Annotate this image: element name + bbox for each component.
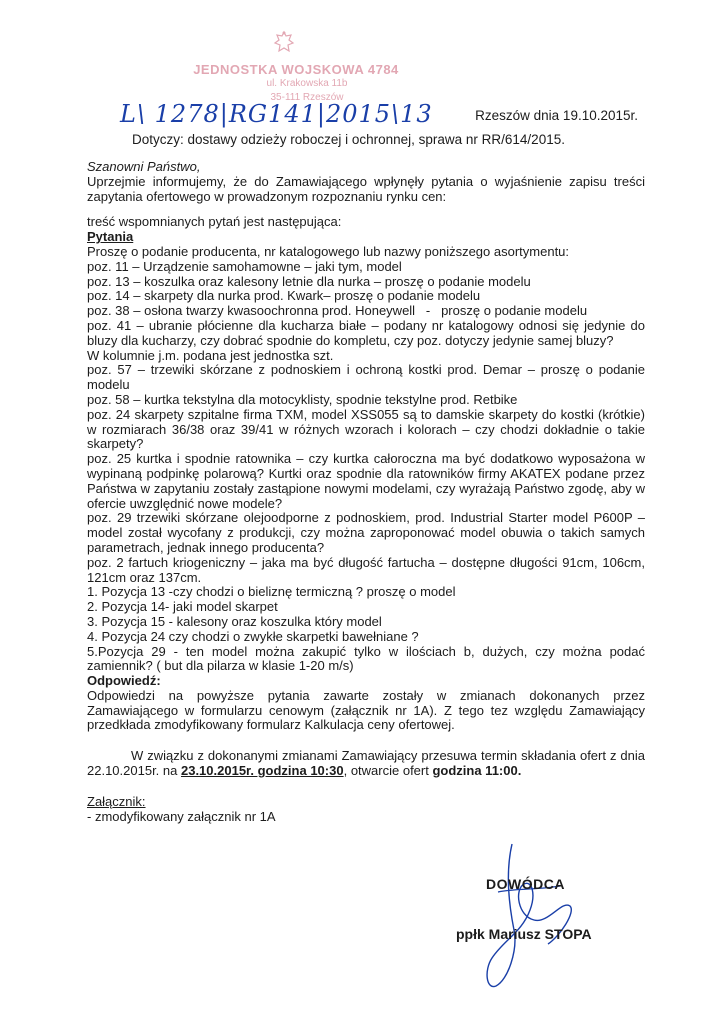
handwritten-signature [478, 840, 588, 990]
answer-heading: Odpowiedź: [87, 673, 161, 689]
salutation: Szanowni Państwo, [87, 159, 201, 174]
deadline-text-a: W związku z dokonanymi zmianami Zamawiający przesuwa termin składania ofert z dnia 22.10.2015r. na [87, 748, 645, 779]
stamp-line-1: JEDNOSTKA WOJSKOWA 4784 [193, 62, 399, 77]
opening-time: godzina 11:00. [432, 763, 522, 779]
question-item: poz. 2 fartuch kriogeniczny – jaka ma być długość fartucha – dostępne długości 91cm, 106cm, 121cm oraz 137cm. [87, 554, 645, 585]
question-item: 1. Pozycja 13 -czy chodzi o bieliznę termiczną ? proszę o model [87, 584, 456, 600]
question-item: Proszę o podanie producenta, nr katalogowego lub nazwy poniższego asortymentu: [87, 243, 570, 259]
question-item: 5.Pozycja 29 - ten model można zakupić tylko w ilościach b, dużych, czy można podać zamiennik? ( but dla pilarza w klasie 1-20 m/s) [87, 643, 645, 674]
attachment-item: - zmodyfikowany załącznik nr 1A [87, 808, 276, 824]
deadline-paragraph [87, 749, 645, 779]
letter-body [87, 160, 645, 824]
question-item: poz. 41 – ubranie płócienne dla kucharza białe – podany nr katalogowy odnosi się jedynie do bluzy dla kucharzy, czy dobrać spodnie do kompletu, czy poz. dotyczy jedynie samej bluzy? [87, 317, 645, 348]
deadline-text-b: , otwarcie ofert [343, 763, 433, 779]
question-item: poz. 13 – koszulka oraz kalesony letnie dla nurka – proszę o podanie modelu [87, 273, 531, 289]
attachment-label: Załącznik: [87, 793, 146, 809]
question-item: poz. 57 – trzewiki skórzane z podnoskiem i ochroną kostki prod. Demar – proszę o podanie modelu [87, 362, 645, 393]
stamp-line-2: ul. Krakowska 11b [266, 78, 348, 89]
letter-date: Rzeszów dnia 19.10.2015r. [475, 108, 638, 123]
letter-subject: Dotyczy: dostawy odzieży roboczej i ochronnej, sprawa nr RR/614/2015. [132, 132, 565, 147]
question-item: poz. 58 – kurtka tekstylna dla motocyklisty, spodnie tekstylne prod. Retbike [87, 391, 518, 407]
signatory-title: DOWÓDCA [486, 876, 565, 892]
question-item: W kolumnie j.m. podana jest jednostka szt. [87, 347, 334, 363]
question-item: 2. Pozycja 14- jaki model skarpet [87, 599, 278, 615]
content-intro: treść wspomnianych pytań jest następująca: [87, 214, 342, 230]
question-item: 4. Pozycja 24 czy chodzi o zwykłe skarpetki bawełniane ? [87, 628, 419, 644]
new-deadline: 23.10.2015r. godzina 10:30 [180, 763, 344, 779]
question-item: poz. 29 trzewiki skórzane olejoodporne z podnoskiem, prod. Industrial Starter model P600P – model został wycofany z produkcji, czy można zaproponować model obuwia o takich samych parametrach, jednak innego producenta? [87, 510, 645, 555]
answer-paragraph: Odpowiedzi na powyższe pytania zawarte zostały w zmianach dokonanych przez Zamawiającego w formularzu cenowym (załącznik nr 1A). Z tego tez względu Zamawiający przedkłada zmodyfikowany formularz Kalkulacja ceny ofertowej. [87, 687, 645, 733]
eagle-emblem-icon [272, 30, 296, 58]
questions-list [87, 245, 645, 674]
questions-heading: Pytania [87, 229, 134, 245]
question-item: poz. 25 kurtka i spodnie ratownika – czy kurtka całoroczna ma być dodatkowo wyposażona w wypinaną podpinkę polarową? Kurtki oraz spodnie dla ratowników firmy AKATEX podane przez Państwa w zapytaniu zostały zastąpione nowymi modelami, czy wyrażają Państwo zgodę, aby w ofercie uwzględnić nowe modele? [87, 451, 645, 511]
handwritten-reference-number: L\ 1278|RG141|2015\13 [120, 100, 433, 128]
stamp-line-3: 35-111 Rzeszów [270, 92, 344, 103]
question-item: 3. Pozycja 15 - kalesony oraz koszulka który model [87, 613, 382, 629]
question-item: poz. 14 – skarpety dla nurka prod. Kwark– proszę o podanie modelu [87, 288, 481, 304]
question-item: poz. 11 – Urządzenie samohamowne – jaki tym, model [87, 258, 402, 274]
signatory-name: ppłk Mariusz STOPA [456, 926, 592, 942]
intro-paragraph: Uprzejmie informujemy, że do Zamawiającego wpłynęły pytania o wyjaśnienie zapisu treści zapytania ofertowego w prowadzonym rozpoznaniu rynku cen: [87, 173, 645, 204]
question-item: poz. 38 – osłona twarzy kwasoochronna prod. Honeywell - proszę o podanie modelu [87, 303, 588, 319]
question-item: poz. 24 skarpety szpitalne firma TXM, model XSS055 są to damskie skarpety do kostki (krótkie) w rozmiarach 36/38 oraz 39/41 w różnych wzorach i kolorach – czy chodzi dokładnie o takie skarpety? [87, 406, 645, 452]
